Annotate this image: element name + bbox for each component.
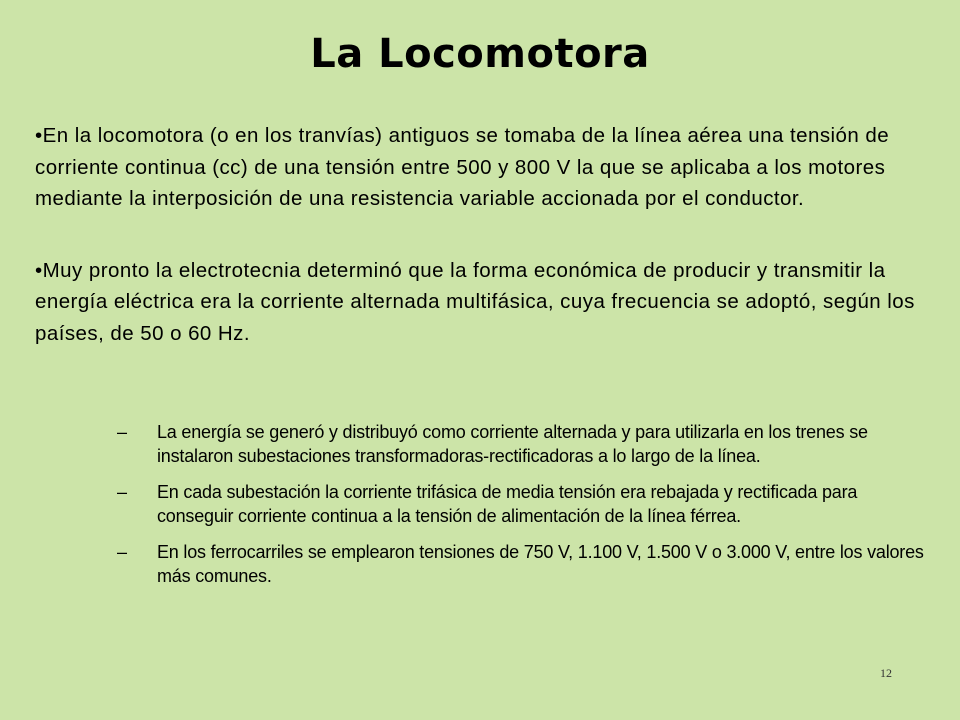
- bullet-item: [35, 120, 915, 215]
- dash-marker: –: [117, 542, 127, 562]
- bullet-item: [35, 255, 915, 350]
- sub-bullet-text: En los ferrocarriles se emplearon tensiones de 750 V, 1.100 V, 1.500 V o 3.000 V, entre los valores más comunes.: [157, 542, 924, 586]
- dash-marker: –: [117, 422, 127, 442]
- sub-bullet-text: La energía se generó y distribuyó como corriente alternada y para utilizarla en los trenes se instalaron subestaciones transformadoras-rectificadoras a lo largo de la línea.: [157, 422, 868, 466]
- bullet-text: Muy pronto la electrotecnia determinó que la forma económica de producir y transmitir la energía eléctrica era la corriente alternada multifásica, cuya frecuencia se adoptó, según los países, de 50 o 60 Hz.: [35, 258, 915, 345]
- bullet-text: En la locomotora (o en los tranvías) antiguos se tomaba de la línea aérea una tensión de corriente continua (cc) de una tensión entre 500 y 800 V la que se aplicaba a los motores mediante la interposición de una resistencia variable accionada por el conductor.: [35, 124, 890, 210]
- main-bullet-list: [35, 120, 915, 389]
- sub-bullet-item: [117, 420, 927, 468]
- bullet-marker: •: [35, 124, 43, 147]
- sub-bullet-item: [117, 480, 927, 528]
- sub-bullet-text: En cada subestación la corriente trifásica de media tensión era rebajada y rectificada para conseguir corriente continua a la tensión de alimentación de la línea férrea.: [157, 482, 858, 526]
- bullet-marker: •: [35, 258, 43, 282]
- slide-title: La Locomotora: [310, 31, 650, 77]
- sub-bullet-list: [117, 420, 927, 600]
- page-number: 12: [880, 666, 892, 680]
- dash-marker: –: [117, 482, 127, 502]
- sub-bullet-item: [117, 540, 927, 588]
